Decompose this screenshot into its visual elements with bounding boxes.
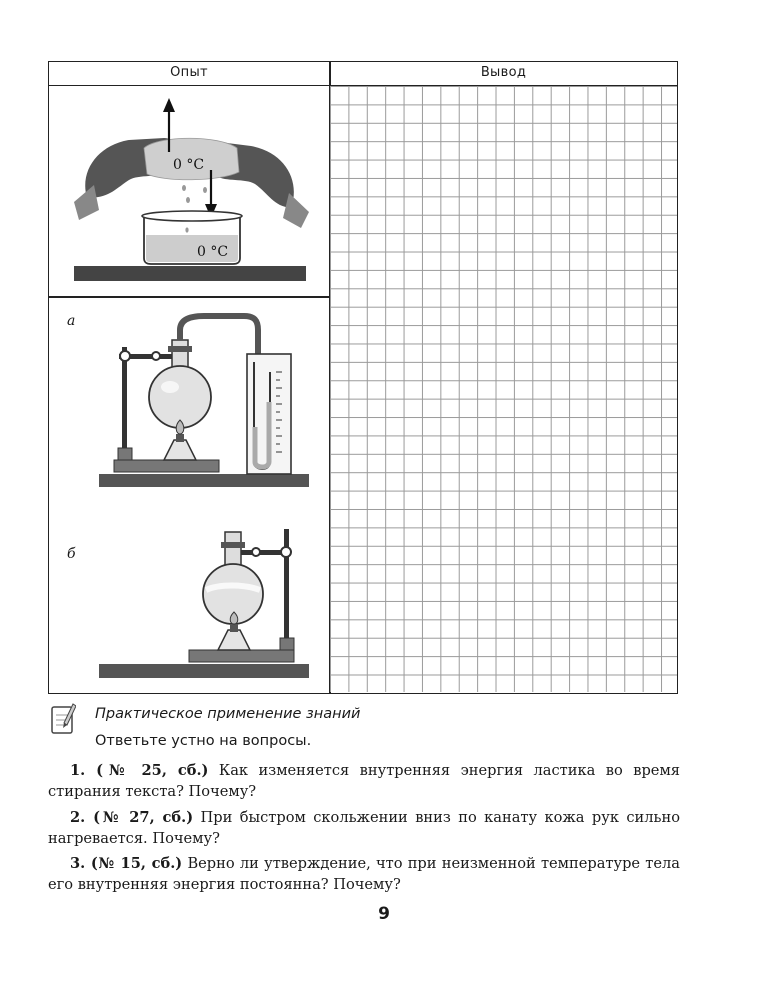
drop-icon xyxy=(203,187,207,193)
burner xyxy=(218,630,250,650)
label-a: а xyxy=(67,313,76,329)
burner-wick xyxy=(176,434,184,442)
clamp-screw xyxy=(252,548,260,556)
table-header xyxy=(49,62,677,86)
clamp-screw xyxy=(152,352,160,360)
clamp-screw xyxy=(120,351,130,361)
bath-rim xyxy=(142,211,242,221)
question-2: 2. (№ 27, сб.) При быстром скольжении вниз по канату кожа рук сильно нагревается. Почему? xyxy=(48,809,680,847)
notebook-pencil-icon xyxy=(50,701,76,735)
section-title: Практическое применение знаний xyxy=(95,706,361,722)
header-conclusion: Вывод xyxy=(480,65,527,80)
burner xyxy=(164,440,196,460)
drop-icon xyxy=(186,197,190,203)
flask-clamp xyxy=(168,346,192,352)
flask-neck xyxy=(225,532,241,568)
ice-melting-illustration xyxy=(69,90,314,285)
water-temperature: 0 °C xyxy=(197,244,229,260)
burner-platform xyxy=(189,650,294,662)
experiment-table xyxy=(48,61,678,694)
clamp-screw xyxy=(281,547,291,557)
flask-body xyxy=(149,366,211,428)
setup-b-illustration xyxy=(94,524,314,684)
base-plate xyxy=(99,474,309,487)
stand-foot xyxy=(118,448,132,460)
ice-temperature: 0 °C xyxy=(173,157,205,173)
stand-foot xyxy=(280,638,294,650)
question-1: 1. (№ 25, сб.) Как изменяется внутренняя энергия ластика во время стирания текста? Почему? xyxy=(48,762,680,800)
table-surface xyxy=(74,266,306,281)
stand-rod xyxy=(122,347,127,457)
setup-a-illustration xyxy=(94,302,314,497)
label-b: б xyxy=(67,546,76,562)
burner-platform xyxy=(114,460,219,472)
flask-clamp xyxy=(221,542,245,548)
row-divider xyxy=(49,296,330,298)
conclusion-grid[interactable] xyxy=(330,86,677,692)
drop-icon xyxy=(182,185,186,191)
header-experiment: Опыт xyxy=(170,65,208,80)
arrow-up-icon xyxy=(163,98,175,112)
drop-icon xyxy=(185,227,188,232)
burner-wick xyxy=(230,624,238,632)
page-number: 9 xyxy=(378,904,390,924)
section-instruction: Ответьте устно на вопросы. xyxy=(95,733,312,749)
question-3: 3. (№ 15, сб.) Верно ли утверждение, что при неизменной температуре тела его внутренняя энергия постоянна? Почему? xyxy=(48,855,680,893)
base-plate xyxy=(99,664,309,678)
